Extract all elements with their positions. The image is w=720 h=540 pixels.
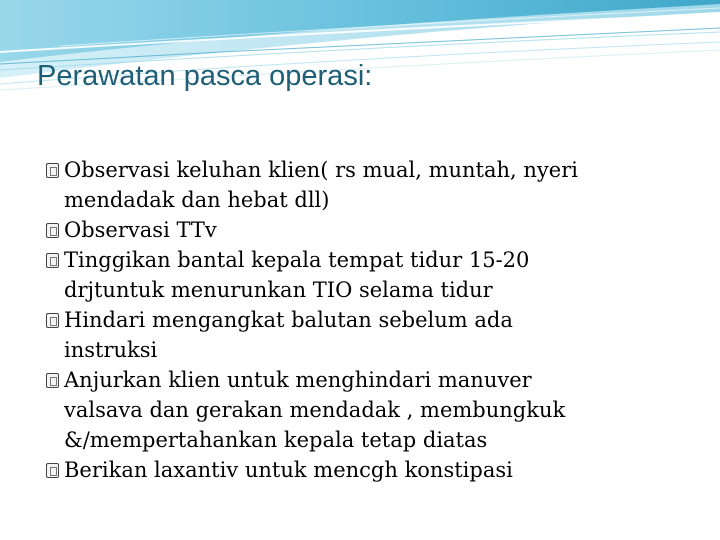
bullet-text: Anjurkan klien untuk menghindari manuver valsava dan gerakan mendadak , membungkuk &/mempertahankan kepala tetap diatas — [64, 368, 566, 452]
list-item — [44, 215, 704, 245]
bullet-text: Hindari mengangkat balutan sebelum ada instruksi — [64, 308, 513, 362]
list-item — [44, 455, 704, 485]
bullet-icon — [46, 373, 59, 388]
bullet-icon — [46, 223, 59, 238]
bullet-icon — [46, 313, 59, 328]
bullet-list — [44, 155, 704, 485]
bullet-text: Observasi TTv — [64, 218, 217, 242]
slide-title: Perawatan pasca operasi: — [37, 60, 373, 92]
list-item — [44, 245, 704, 305]
bullet-icon — [46, 463, 59, 478]
bullet-icon — [46, 253, 59, 268]
list-item — [44, 365, 704, 455]
bullet-icon — [46, 163, 59, 178]
bullet-text: Observasi keluhan klien( rs mual, muntah, nyeri mendadak dan hebat dll) — [64, 158, 578, 212]
bullet-text: Berikan laxantiv untuk mencgh konstipasi — [64, 458, 513, 482]
bullet-text: Tinggikan bantal kepala tempat tidur 15-20 drjtuntuk menurunkan TIO selama tidur — [64, 248, 530, 302]
list-item — [44, 305, 704, 365]
list-item — [44, 155, 704, 215]
header-banner-decoration — [0, 0, 720, 110]
